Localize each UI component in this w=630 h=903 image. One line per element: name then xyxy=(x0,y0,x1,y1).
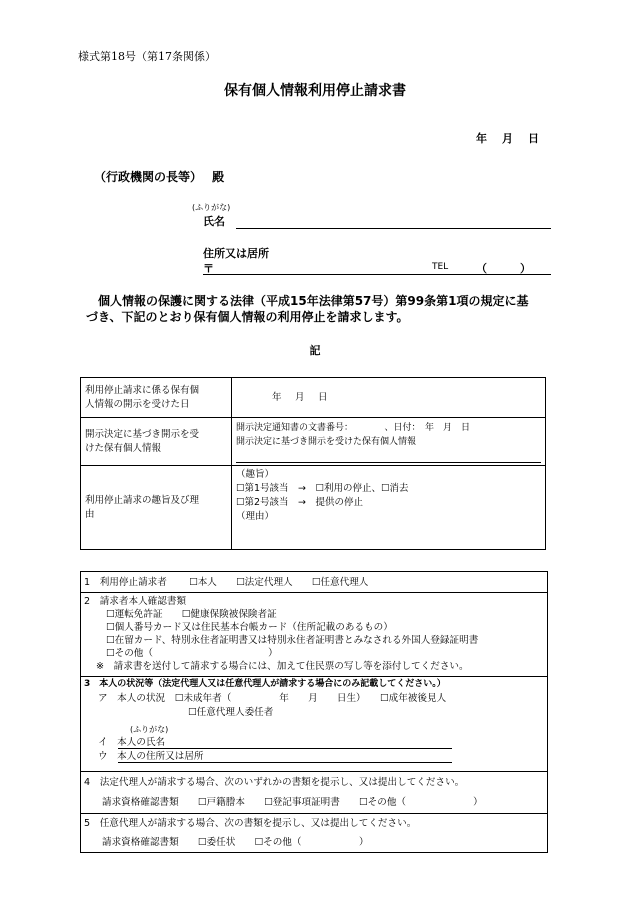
ki-mark: 記 xyxy=(309,344,321,357)
section2-option-2[interactable]: ☐個人番号カード又は住民基本台帳カード（住所記載のあるもの） xyxy=(106,622,393,633)
section4-docs[interactable]: 請求資格確認書類 ☐戸籍謄本 ☐登記事項証明書 ☐その他（ ） xyxy=(102,797,483,808)
disclosed-info-value[interactable]: 開示決定通知書の文書番号： 、日付： 年 月 日 開示決定に基づき開示を受けた保有個人情報 xyxy=(232,418,546,466)
section3-status[interactable]: ア 本人の状況 ☐未成年者（ 年 月 日生） ☐成年被後見人 xyxy=(98,693,447,704)
date-line: 年 月 日 xyxy=(476,132,541,145)
section2-option-1[interactable]: ☐運転免許証 ☐健康保険被保険者証 xyxy=(106,609,277,620)
section3-name: イ 本人の氏名 xyxy=(98,737,166,748)
addressee: （行政機関の長等） 殿 xyxy=(94,170,225,184)
purpose-reason-value[interactable]: （趣旨） ☐第1号該当 → ☐利用の停止、☐消去 ☐第2号該当 → 提供の停止 （理由） xyxy=(232,466,546,550)
name-label: 氏名 xyxy=(203,215,225,228)
section2-option-3[interactable]: ☐在留カード、特別永住者証明書又は特別永住者証明書とみなされる外国人登録証明書 xyxy=(106,635,479,646)
section2-heading: 2 請求者本人確認書類 xyxy=(84,596,187,607)
request-details-table xyxy=(80,377,546,550)
disclosed-info-label: 開示決定に基づき開示を受 けた保有個人情報 xyxy=(81,418,232,466)
section2-note: ※ 請求書を送付して請求する場合には、加えて住民票の写し等を添付してください。 xyxy=(96,661,469,672)
section4-heading: 4 法定代理人が請求する場合、次のいずれかの書類を提示し、又は提出してください。 xyxy=(84,777,465,788)
principal-address-field[interactable] xyxy=(118,762,452,763)
purpose-reason-label: 利用停止請求の趣旨及び理 由 xyxy=(81,466,232,550)
section5-docs[interactable]: 請求資格確認書類 ☐委任状 ☐その他（ ） xyxy=(102,837,369,848)
name-field[interactable] xyxy=(236,228,551,229)
body-text-1: 個人情報の保護に関する法律（平成15年法律第57号）第99条第1項の規定に基 xyxy=(86,294,529,308)
form-id: 様式第18号（第17条関係） xyxy=(78,50,216,63)
principal-name-field[interactable] xyxy=(118,748,452,749)
section3-furigana: (ふりがな) xyxy=(130,725,169,734)
address-label: 住所又は居所 xyxy=(203,247,269,260)
section1-requester[interactable]: 1 利用停止請求者 ☐本人 ☐法定代理人 ☐任意代理人 xyxy=(84,577,369,588)
page-title: 保有個人情報利用停止請求書 xyxy=(224,83,406,99)
postal-mark: 〒 xyxy=(203,262,214,275)
furigana-label: (ふりがな) xyxy=(192,203,231,212)
tel-label: TEL xyxy=(432,262,449,272)
section3-address: ウ 本人の住所又は居所 xyxy=(98,751,204,762)
section3-status-2[interactable]: ☐任意代理人委任者 xyxy=(188,707,274,718)
section3-heading: 3 本人の状況等（法定代理人又は任意代理人が請求する場合にのみ記載してください。） xyxy=(84,679,446,689)
received-date-value[interactable]: 年 月 日 xyxy=(232,378,546,418)
received-date-label: 利用停止請求に係る保有個 人情報の開示を受けた日 xyxy=(81,378,232,418)
address-field[interactable] xyxy=(203,274,551,275)
section5-heading: 5 任意代理人が請求する場合、次の書類を提示し、又は提出してください。 xyxy=(84,818,417,829)
body-text-2: づき、下記のとおり保有個人情報の利用停止を請求します。 xyxy=(86,310,409,324)
tel-paren: （ ） xyxy=(476,262,531,275)
section2-option-4[interactable]: ☐その他（ ） xyxy=(106,648,278,659)
